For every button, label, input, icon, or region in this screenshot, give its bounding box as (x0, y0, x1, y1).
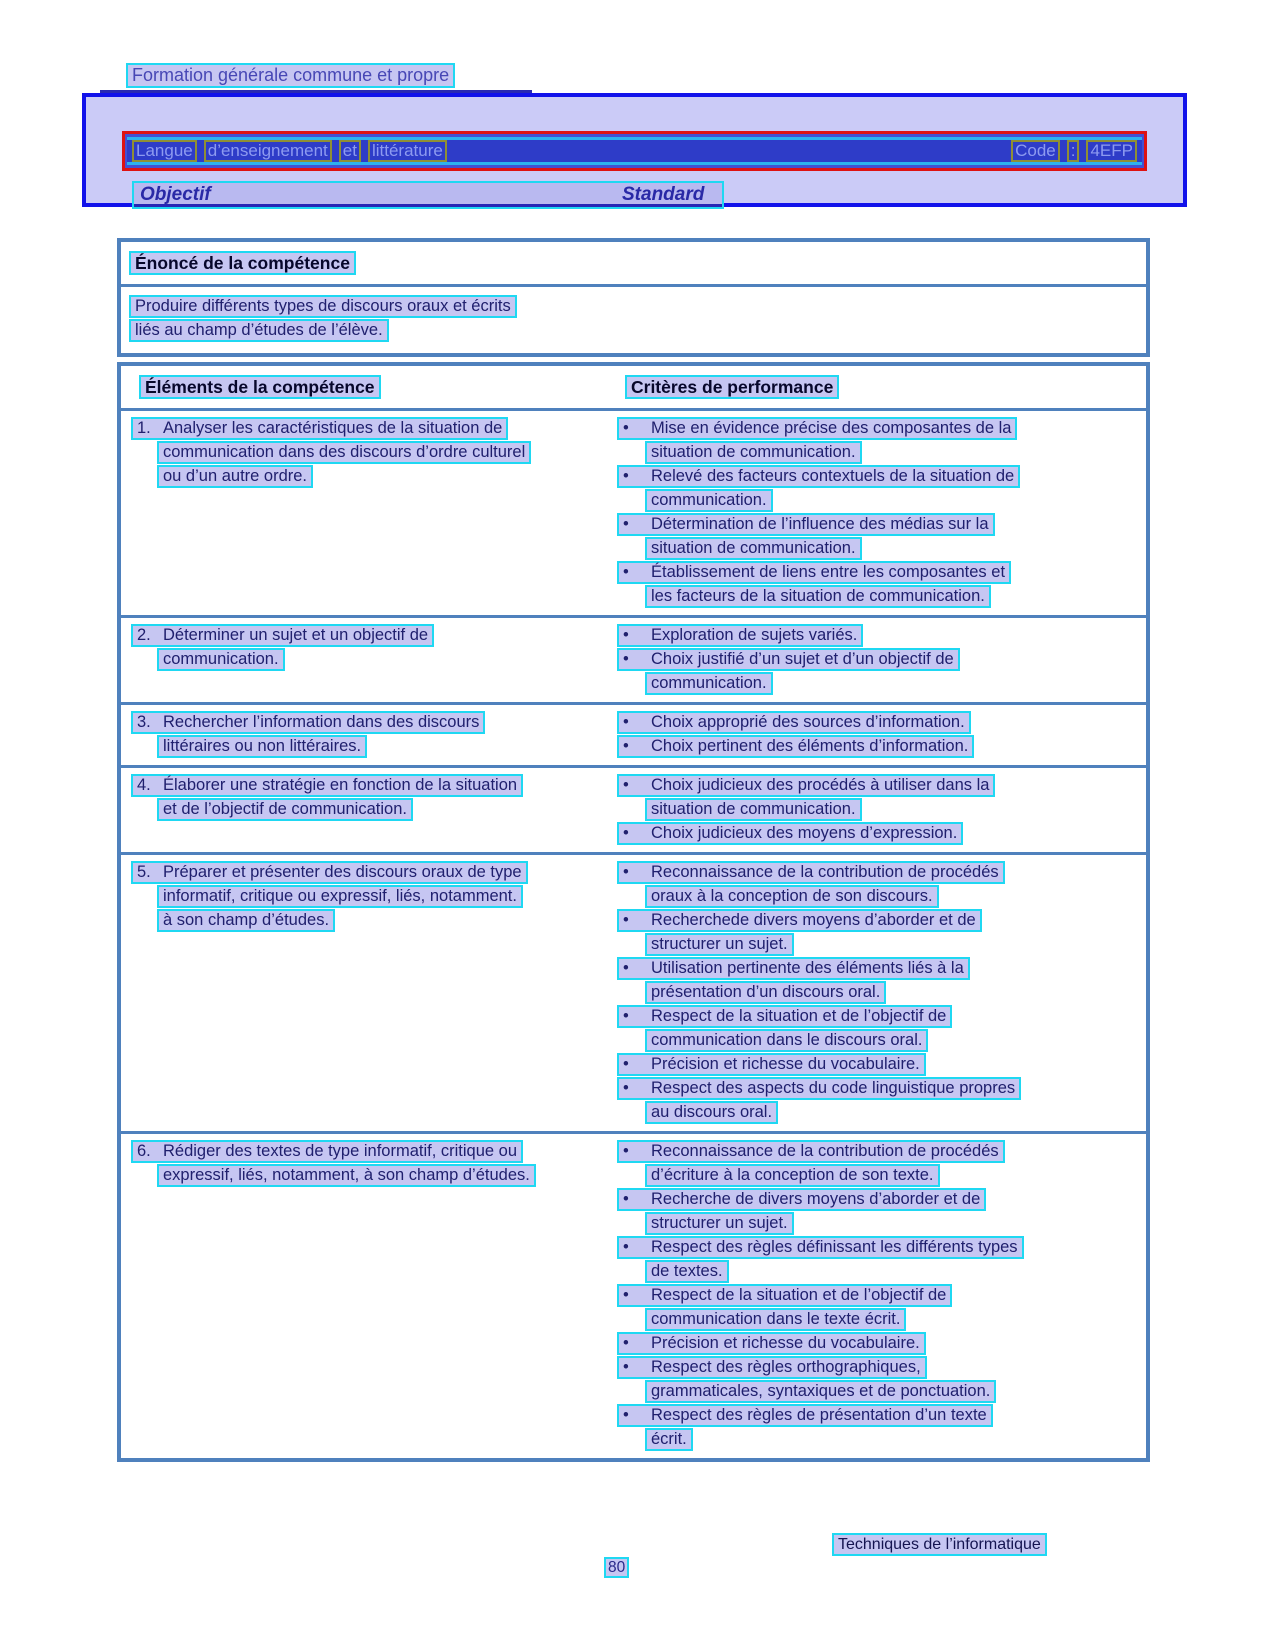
element-text: Rechercher l’information dans des discours (163, 713, 480, 731)
criterion-first-line (617, 561, 1011, 584)
criterion-line: écrit. (645, 1428, 693, 1451)
criterion-text: Choix justifié d’un sujet et d’un objectif de (651, 650, 954, 668)
criterion-text: Choix pertinent des éléments d’information. (651, 737, 969, 755)
bullet-icon: • (623, 1406, 629, 1424)
element-cell (121, 417, 611, 609)
criteria-cell (611, 417, 1146, 609)
element-line: informatif, critique ou expressif, liés, notamment. (157, 885, 523, 908)
criterion-first-line (617, 822, 963, 845)
criterion-first-line (617, 1005, 952, 1028)
criterion-first-line (617, 735, 974, 758)
section-label-underline (100, 63, 532, 93)
element-first-line (131, 624, 434, 647)
bullet-icon: • (623, 776, 629, 794)
bullet-icon: • (623, 626, 629, 644)
criterion-text: Respect des règles définissant les différents types (651, 1238, 1018, 1256)
criteria-cell (611, 711, 1146, 759)
criteria-cell (611, 1140, 1146, 1452)
criterion-line: communication dans le discours oral. (645, 1029, 928, 1052)
item-number: 5. (137, 863, 151, 881)
element-line: communication. (157, 648, 285, 671)
element-first-line (131, 861, 528, 884)
criterion-text: Respect des règles de présentation d’un texte (651, 1406, 987, 1424)
criterion-line: de textes. (645, 1260, 729, 1283)
standard-heading: Standard (622, 184, 705, 205)
criterion-first-line (617, 1077, 1021, 1100)
bullet-icon: • (623, 911, 629, 929)
element-text: Rédiger des textes de type informatif, critique ou (163, 1142, 518, 1160)
element-cell (121, 711, 611, 759)
bullet-icon: • (623, 1079, 629, 1097)
bullet-icon: • (623, 515, 629, 533)
criterion-line: communication. (645, 489, 773, 512)
criterion-line: situation de communication. (645, 441, 862, 464)
element-cell (121, 774, 611, 846)
criterion-line: communication. (645, 672, 773, 695)
enonce-line: liés au champ d’études de l’élève. (129, 319, 389, 342)
bullet-icon: • (623, 1238, 629, 1256)
criterion-first-line (617, 465, 1020, 488)
bullet-icon: • (623, 1142, 629, 1160)
criterion-text: Choix judicieux des moyens d’expression. (651, 824, 958, 842)
competence-row (121, 855, 1146, 1134)
criterion-first-line (617, 648, 960, 671)
criterion-text: Précision et richesse du vocabulaire. (651, 1055, 920, 1073)
bullet-icon: • (623, 959, 629, 977)
bullet-icon: • (623, 1007, 629, 1025)
course-title-strip (127, 137, 1142, 165)
enonce-header-row (121, 242, 1146, 287)
criterion-line: d’écriture à la conception de son texte. (645, 1164, 940, 1187)
enonce-line: Produire différents types de discours oraux et écrits (129, 295, 517, 318)
elements-header: Éléments de la compétence (139, 375, 381, 399)
element-line: ou d’un autre ordre. (157, 465, 313, 488)
criterion-text: Mise en évidence précise des composantes de la (651, 419, 1012, 437)
criterion-line: structurer un sujet. (645, 1212, 794, 1235)
criterion-first-line (617, 1332, 926, 1355)
footer-program-label: Techniques de l’informatique (832, 1533, 1047, 1556)
criterion-text: Recherche de divers moyens d’aborder et de (651, 1190, 981, 1208)
criterion-first-line (617, 774, 995, 797)
course-title-word: et (339, 140, 361, 162)
criterion-first-line (617, 1053, 926, 1076)
element-line: littéraires ou non littéraires. (157, 735, 367, 758)
competence-row (121, 768, 1146, 855)
course-title-word: littérature (368, 140, 447, 162)
header-box (82, 93, 1187, 207)
criterion-text: Respect de la situation et de l’objectif de (651, 1286, 947, 1304)
element-first-line (131, 1140, 523, 1163)
criteres-header: Critères de performance (625, 375, 839, 399)
criterion-text: Respect des règles orthographiques, (651, 1358, 921, 1376)
element-line: à son champ d’études. (157, 909, 335, 932)
section-label: Formation générale commune et propre (126, 63, 455, 88)
criterion-first-line (617, 1188, 986, 1211)
criterion-first-line (617, 1140, 1005, 1163)
criterion-text: Établissement de liens entre les composantes et (651, 563, 1006, 581)
criterion-text: Détermination de l’influence des médias sur la (651, 515, 989, 533)
competence-rows (121, 411, 1146, 1458)
item-number: 4. (137, 776, 151, 794)
bullet-icon: • (623, 1190, 629, 1208)
enonce-header: Énoncé de la compétence (129, 251, 356, 275)
criterion-line: situation de communication. (645, 537, 862, 560)
item-number: 2. (137, 626, 151, 644)
bullet-icon: • (623, 1286, 629, 1304)
criterion-first-line (617, 909, 982, 932)
element-first-line (131, 774, 523, 797)
criterion-first-line (617, 1404, 993, 1427)
element-text: Élaborer une stratégie en fonction de la situation (163, 776, 518, 794)
criterion-line: les facteurs de la situation de communication. (645, 585, 991, 608)
course-code-word: Code (1011, 140, 1060, 162)
objectif-heading: Objectif (140, 184, 211, 205)
course-title-word: Langue (132, 140, 197, 162)
criterion-text: Utilisation pertinente des éléments liés à la (651, 959, 964, 977)
criterion-line: au discours oral. (645, 1101, 778, 1124)
criterion-line: oraux à la conception de son discours. (645, 885, 939, 908)
competence-header-row (121, 366, 1146, 411)
item-number: 3. (137, 713, 151, 731)
elements-header-cell (121, 375, 611, 400)
element-text: Préparer et présenter des discours oraux de type (163, 863, 522, 881)
criterion-first-line (617, 417, 1017, 440)
bullet-icon: • (623, 467, 629, 485)
page-number-label: 80 (604, 1557, 629, 1578)
element-cell (121, 861, 611, 1125)
bullet-icon: • (623, 419, 629, 437)
enonce-table (117, 238, 1150, 357)
course-title-word: d’enseignement (204, 140, 332, 162)
criterion-line: structurer un sujet. (645, 933, 794, 956)
criteria-cell (611, 774, 1146, 846)
criterion-line: situation de communication. (645, 798, 862, 821)
criterion-text: Choix approprié des sources d’information. (651, 713, 965, 731)
enonce-body (121, 287, 1146, 353)
criterion-first-line (617, 957, 970, 980)
criterion-text: Choix judicieux des procédés à utiliser dans la (651, 776, 990, 794)
criterion-line: communication dans le texte écrit. (645, 1308, 906, 1331)
criterion-line: grammaticales, syntaxiques et de ponctuation. (645, 1380, 996, 1403)
criterion-text: Reconnaissance de la contribution de procédés (651, 863, 999, 881)
competence-row (121, 1134, 1146, 1458)
bullet-icon: • (623, 737, 629, 755)
element-first-line (131, 711, 485, 734)
item-number: 6. (137, 1142, 151, 1160)
element-first-line (131, 417, 508, 440)
element-cell (121, 624, 611, 696)
criteria-cell (611, 861, 1146, 1125)
element-line: et de l’objectif de communication. (157, 798, 413, 821)
competence-row (121, 705, 1146, 768)
criterion-first-line (617, 1284, 952, 1307)
criterion-first-line (617, 1236, 1024, 1259)
course-title-bar (122, 131, 1147, 171)
criterion-text: Recherchede divers moyens d’aborder et de (651, 911, 976, 929)
criterion-text: Précision et richesse du vocabulaire. (651, 1334, 920, 1352)
bullet-icon: • (623, 650, 629, 668)
criterion-line: présentation d’un discours oral. (645, 981, 886, 1004)
criterion-first-line (617, 624, 863, 647)
page-number (604, 1557, 629, 1579)
criterion-first-line (617, 861, 1005, 884)
criterion-first-line (617, 711, 971, 734)
bullet-icon: • (623, 1334, 629, 1352)
bullet-icon: • (623, 713, 629, 731)
bullet-icon: • (623, 824, 629, 842)
element-line: communication dans des discours d’ordre culturel (157, 441, 531, 464)
criteria-cell (611, 624, 1146, 696)
bullet-icon: • (623, 563, 629, 581)
element-line: expressif, liés, notamment, à son champ d’études. (157, 1164, 536, 1187)
criterion-text: Respect de la situation et de l’objectif de (651, 1007, 947, 1025)
competence-row (121, 618, 1146, 705)
objectif-standard-row (132, 181, 724, 209)
footer-program (832, 1533, 1047, 1557)
code-bar-title-words (132, 140, 447, 162)
competence-table (117, 362, 1150, 1462)
criterion-text: Relevé des facteurs contextuels de la situation de (651, 467, 1015, 485)
criterion-text: Exploration de sujets variés. (651, 626, 858, 644)
criterion-first-line (617, 513, 995, 536)
code-bar-code-words (1011, 140, 1137, 162)
item-number: 1. (137, 419, 151, 437)
criterion-text: Respect des aspects du code linguistique propres (651, 1079, 1016, 1097)
criterion-first-line (617, 1356, 927, 1379)
course-code-word: : (1067, 140, 1080, 162)
bullet-icon: • (623, 1055, 629, 1073)
competence-row (121, 411, 1146, 618)
course-code-word: 4EFP (1086, 140, 1137, 162)
element-cell (121, 1140, 611, 1452)
element-text: Analyser les caractéristiques de la situation de (163, 419, 503, 437)
bullet-icon: • (623, 863, 629, 881)
element-text: Déterminer un sujet et un objectif de (163, 626, 429, 644)
criterion-text: Reconnaissance de la contribution de procédés (651, 1142, 999, 1160)
criteres-header-cell (611, 375, 1146, 400)
bullet-icon: • (623, 1358, 629, 1376)
